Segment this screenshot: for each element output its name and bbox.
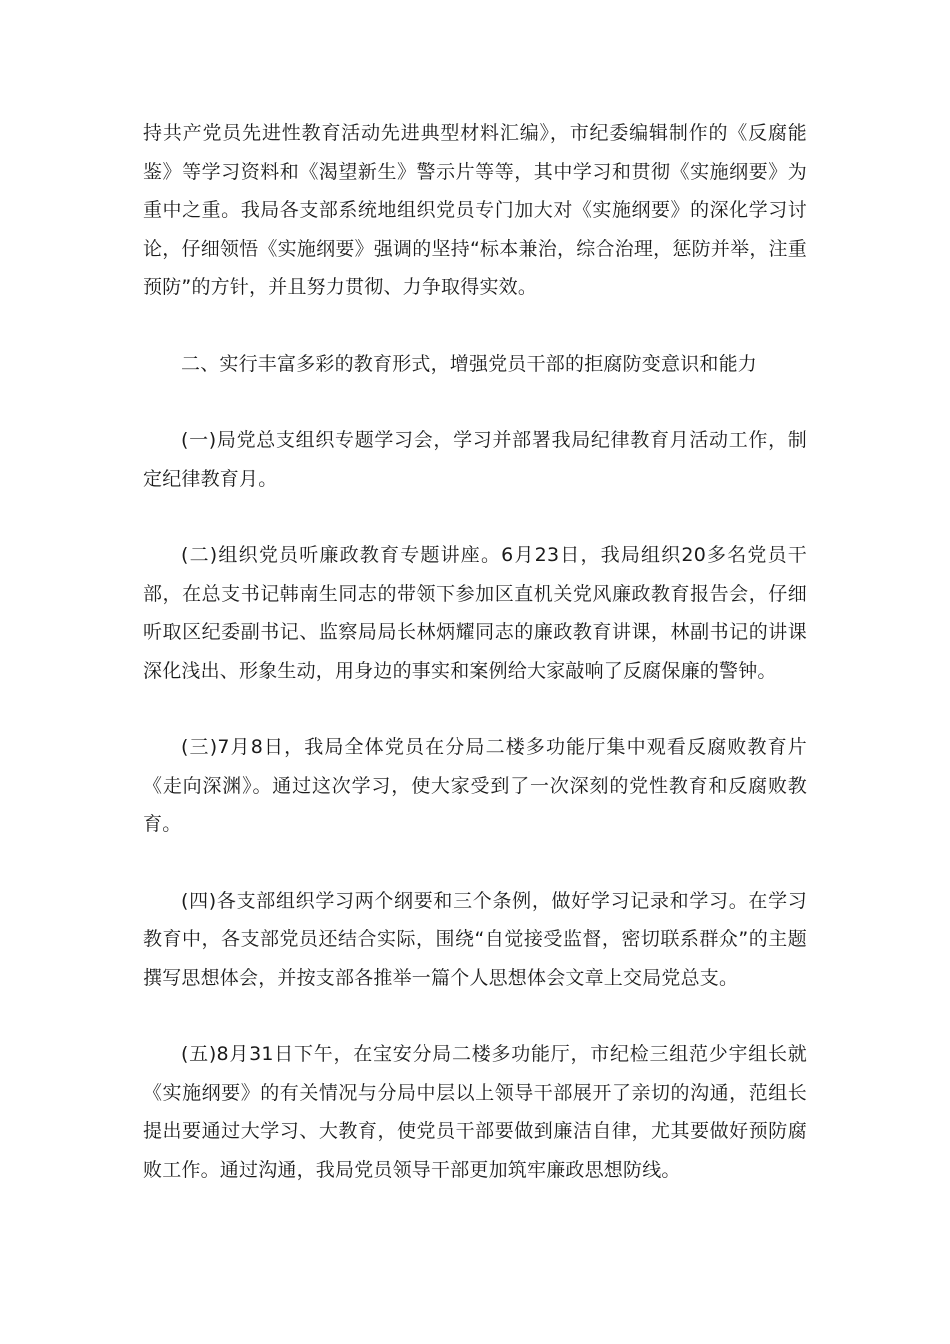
paragraph-item-2: (二)组织党员听廉政教育专题讲座。6月23日，我局组织20多名党员干部，在总支书记韩南生同志的带领下参加区直机关党风廉政教育报告会，仔细听取区纪委副书记、监察局局长林炳耀同志的廉政教育讲课，林副书记的讲课深化浅出、形象生动，用身边的事实和案例给大家敲响了反腐保廉的警钟。 <box>143 544 807 682</box>
paragraph-item-5: (五)8月31日下午，在宝安分局二楼多功能厅，市纪检三组范少宇组长就《实施纲要》的有关情况与分局中层以上领导干部展开了亲切的沟通，范组长提出要通过大学习、大教育，使党员干部要做到廉洁自律，尤其要做好预防腐败工作。通过沟通，我局党员领导干部更加筑牢廉政思想防线。 <box>143 1043 807 1181</box>
section-heading-two: 二、实行丰富多彩的教育形式，增强党员干部的拒腐防变意识和能力 <box>181 352 758 375</box>
paragraph-continued-intro: 持共产党员先进性教育活动先进典型材料汇编》，市纪委编辑制作的《反腐能鉴》等学习资料和《渴望新生》警示片等等，其中学习和贯彻《实施纲要》为重中之重。我局各支部系统地组织党员专门加大对《实施纲要》的深化学习讨论，仔细领悟《实施纲要》强调的坚持“标本兼治，综合治理，惩防并举，注重预防”的方针，并且努力贯彻、力争取得实效。 <box>143 122 807 298</box>
paragraph-item-3: (三)7月8日，我局全体党员在分局二楼多功能厅集中观看反腐败教育片《走向深渊》。通过这次学习，使大家受到了一次深刻的党性教育和反腐败教育。 <box>143 736 807 835</box>
paragraph-item-1: (一)局党总支组织专题学习会，学习并部署我局纪律教育月活动工作，制定纪律教育月。 <box>143 429 807 490</box>
paragraph-item-4: (四)各支部组织学习两个纲要和三个条例，做好学习记录和学习。在学习教育中，各支部党员还结合实际，围绕“自觉接受监督，密切联系群众”的主题撰写思想体会，并按支部各推举一篇个人思想体会文章上交局党总支。 <box>143 889 807 989</box>
document-body <box>143 114 807 1189</box>
